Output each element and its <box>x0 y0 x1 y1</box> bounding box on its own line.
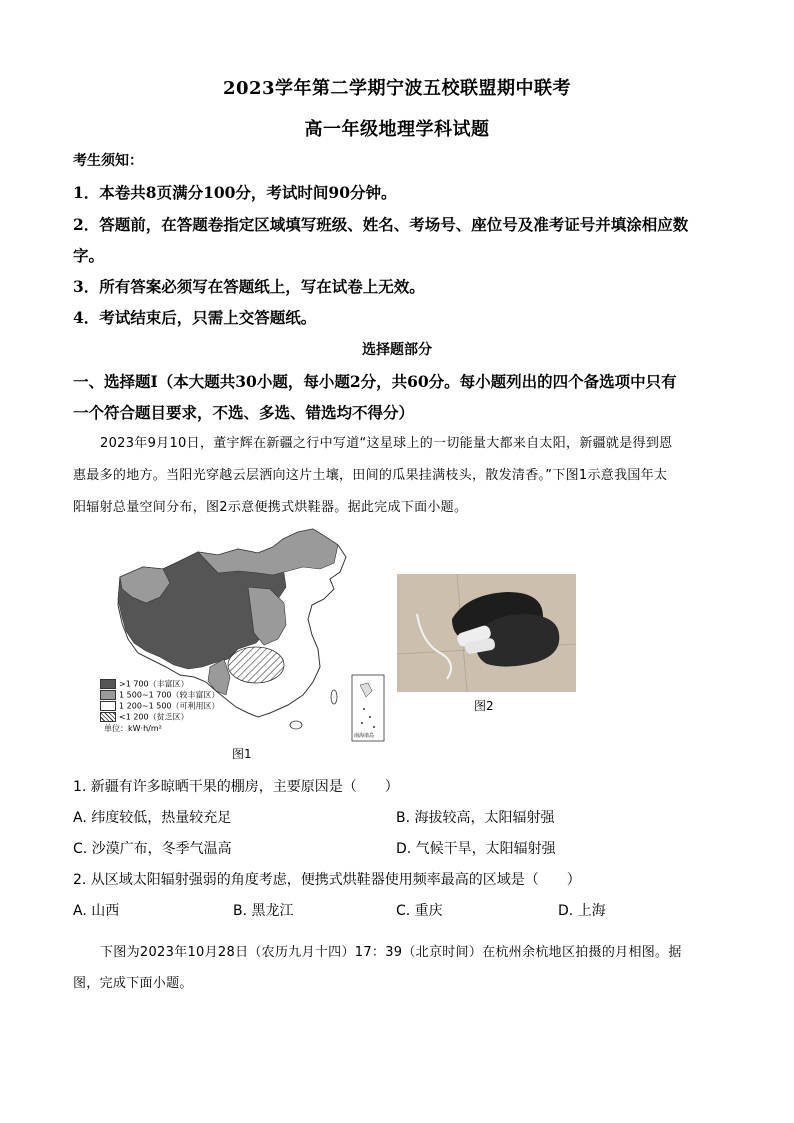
map-legend <box>100 679 240 739</box>
exam-title: 2023学年第二学期宁波五校联盟期中联考 <box>222 78 572 99</box>
legend-swatch-poor <box>100 712 116 722</box>
inset-label: 南海诸岛 <box>354 733 375 739</box>
passage2-line-1: 下图为2023年10月28日（农历九月十四）17：39（北京时间）在杭州余杭地区拍摄的月相图。据 <box>100 945 682 960</box>
figure2-caption: 图2 <box>474 699 494 713</box>
shoe-dryer-photo-icon <box>397 574 576 692</box>
notice-heading: 考生须知： <box>73 153 143 169</box>
figure1-solar-map <box>98 527 386 745</box>
notice-item-2-cont: 字。 <box>73 246 105 265</box>
passage1-line-2: 惠最多的地方。当阳光穿越云层洒向这片土壤，田间的瓜果挂满枝头，散发清香。”下图1示意我国年太 <box>73 468 668 483</box>
question2-option-d[interactable]: D. 上海 <box>558 903 606 919</box>
passage1-line-3: 阳辐射总量空间分布，图2示意便携式烘鞋器。据此完成下面小题。 <box>73 500 468 515</box>
notice-item-1: 1．本卷共8页满分100分，考试时间90分钟。 <box>73 183 397 202</box>
section-instruction-1: 一、选择题Ⅰ（本大题共30小题，每小题2分，共60分。每小题列出的四个备选项中只有 <box>73 372 677 391</box>
legend-item-rich: >1 700（丰富区） <box>100 679 189 690</box>
exam-subtitle: 高一年级地理学科试题 <box>304 119 490 140</box>
question2-stem: 2. 从区域太阳辐射强弱的角度考虑，便携式烘鞋器使用频率最高的区域是（ ） <box>73 872 581 888</box>
question1-stem: 1. 新疆有许多晾晒干果的棚房，主要原因是（ ） <box>73 779 399 795</box>
question1-option-b[interactable]: B. 海拔较高，太阳辐射强 <box>396 810 555 826</box>
legend-swatch-relatively-rich <box>100 690 116 700</box>
legend-unit: 单位：kW·h/m² <box>104 724 162 733</box>
figure1-caption: 图1 <box>232 747 252 761</box>
question1-option-a[interactable]: A. 纬度较低，热量较充足 <box>73 810 232 826</box>
notice-item-3: 3．所有答案必须写在答题纸上，写在试卷上无效。 <box>73 277 425 296</box>
passage1-line-1: 2023年9月10日，董宇辉在新疆之行中写道“这星球上的一切能量大都来自太阳，新疆就是得到恩 <box>100 436 673 451</box>
section-instruction-2: 一个符合题目要求，不选、多选、错选均不得分） <box>73 403 415 422</box>
notice-item-4: 4．考试结束后，只需上交答题纸。 <box>73 308 317 327</box>
question2-option-b[interactable]: B. 黑龙江 <box>233 903 294 919</box>
legend-item-poor: <1 200（贫乏区） <box>100 712 189 723</box>
figure2-shoe-dryer-photo <box>397 574 576 692</box>
question2-option-a[interactable]: A. 山西 <box>73 903 120 919</box>
legend-swatch-usable <box>100 701 116 711</box>
legend-item-usable: 1 200~1 500（可利用区） <box>100 701 220 712</box>
question1-option-d[interactable]: D. 气候干旱，太阳辐射强 <box>396 841 556 857</box>
section-title: 选择题部分 <box>362 342 432 358</box>
question1-option-c[interactable]: C. 沙漠广布，冬季气温高 <box>73 841 232 857</box>
legend-item-relatively-rich: 1 500~1 700（较丰富区） <box>100 690 220 701</box>
question2-option-c[interactable]: C. 重庆 <box>396 903 443 919</box>
legend-swatch-rich <box>100 679 116 689</box>
passage2-line-2: 图，完成下面小题。 <box>73 976 193 991</box>
notice-item-2: 2．答题前，在答题卷指定区域填写班级、姓名、考场号、座位号及准考证号并填涂相应数 <box>73 215 689 234</box>
